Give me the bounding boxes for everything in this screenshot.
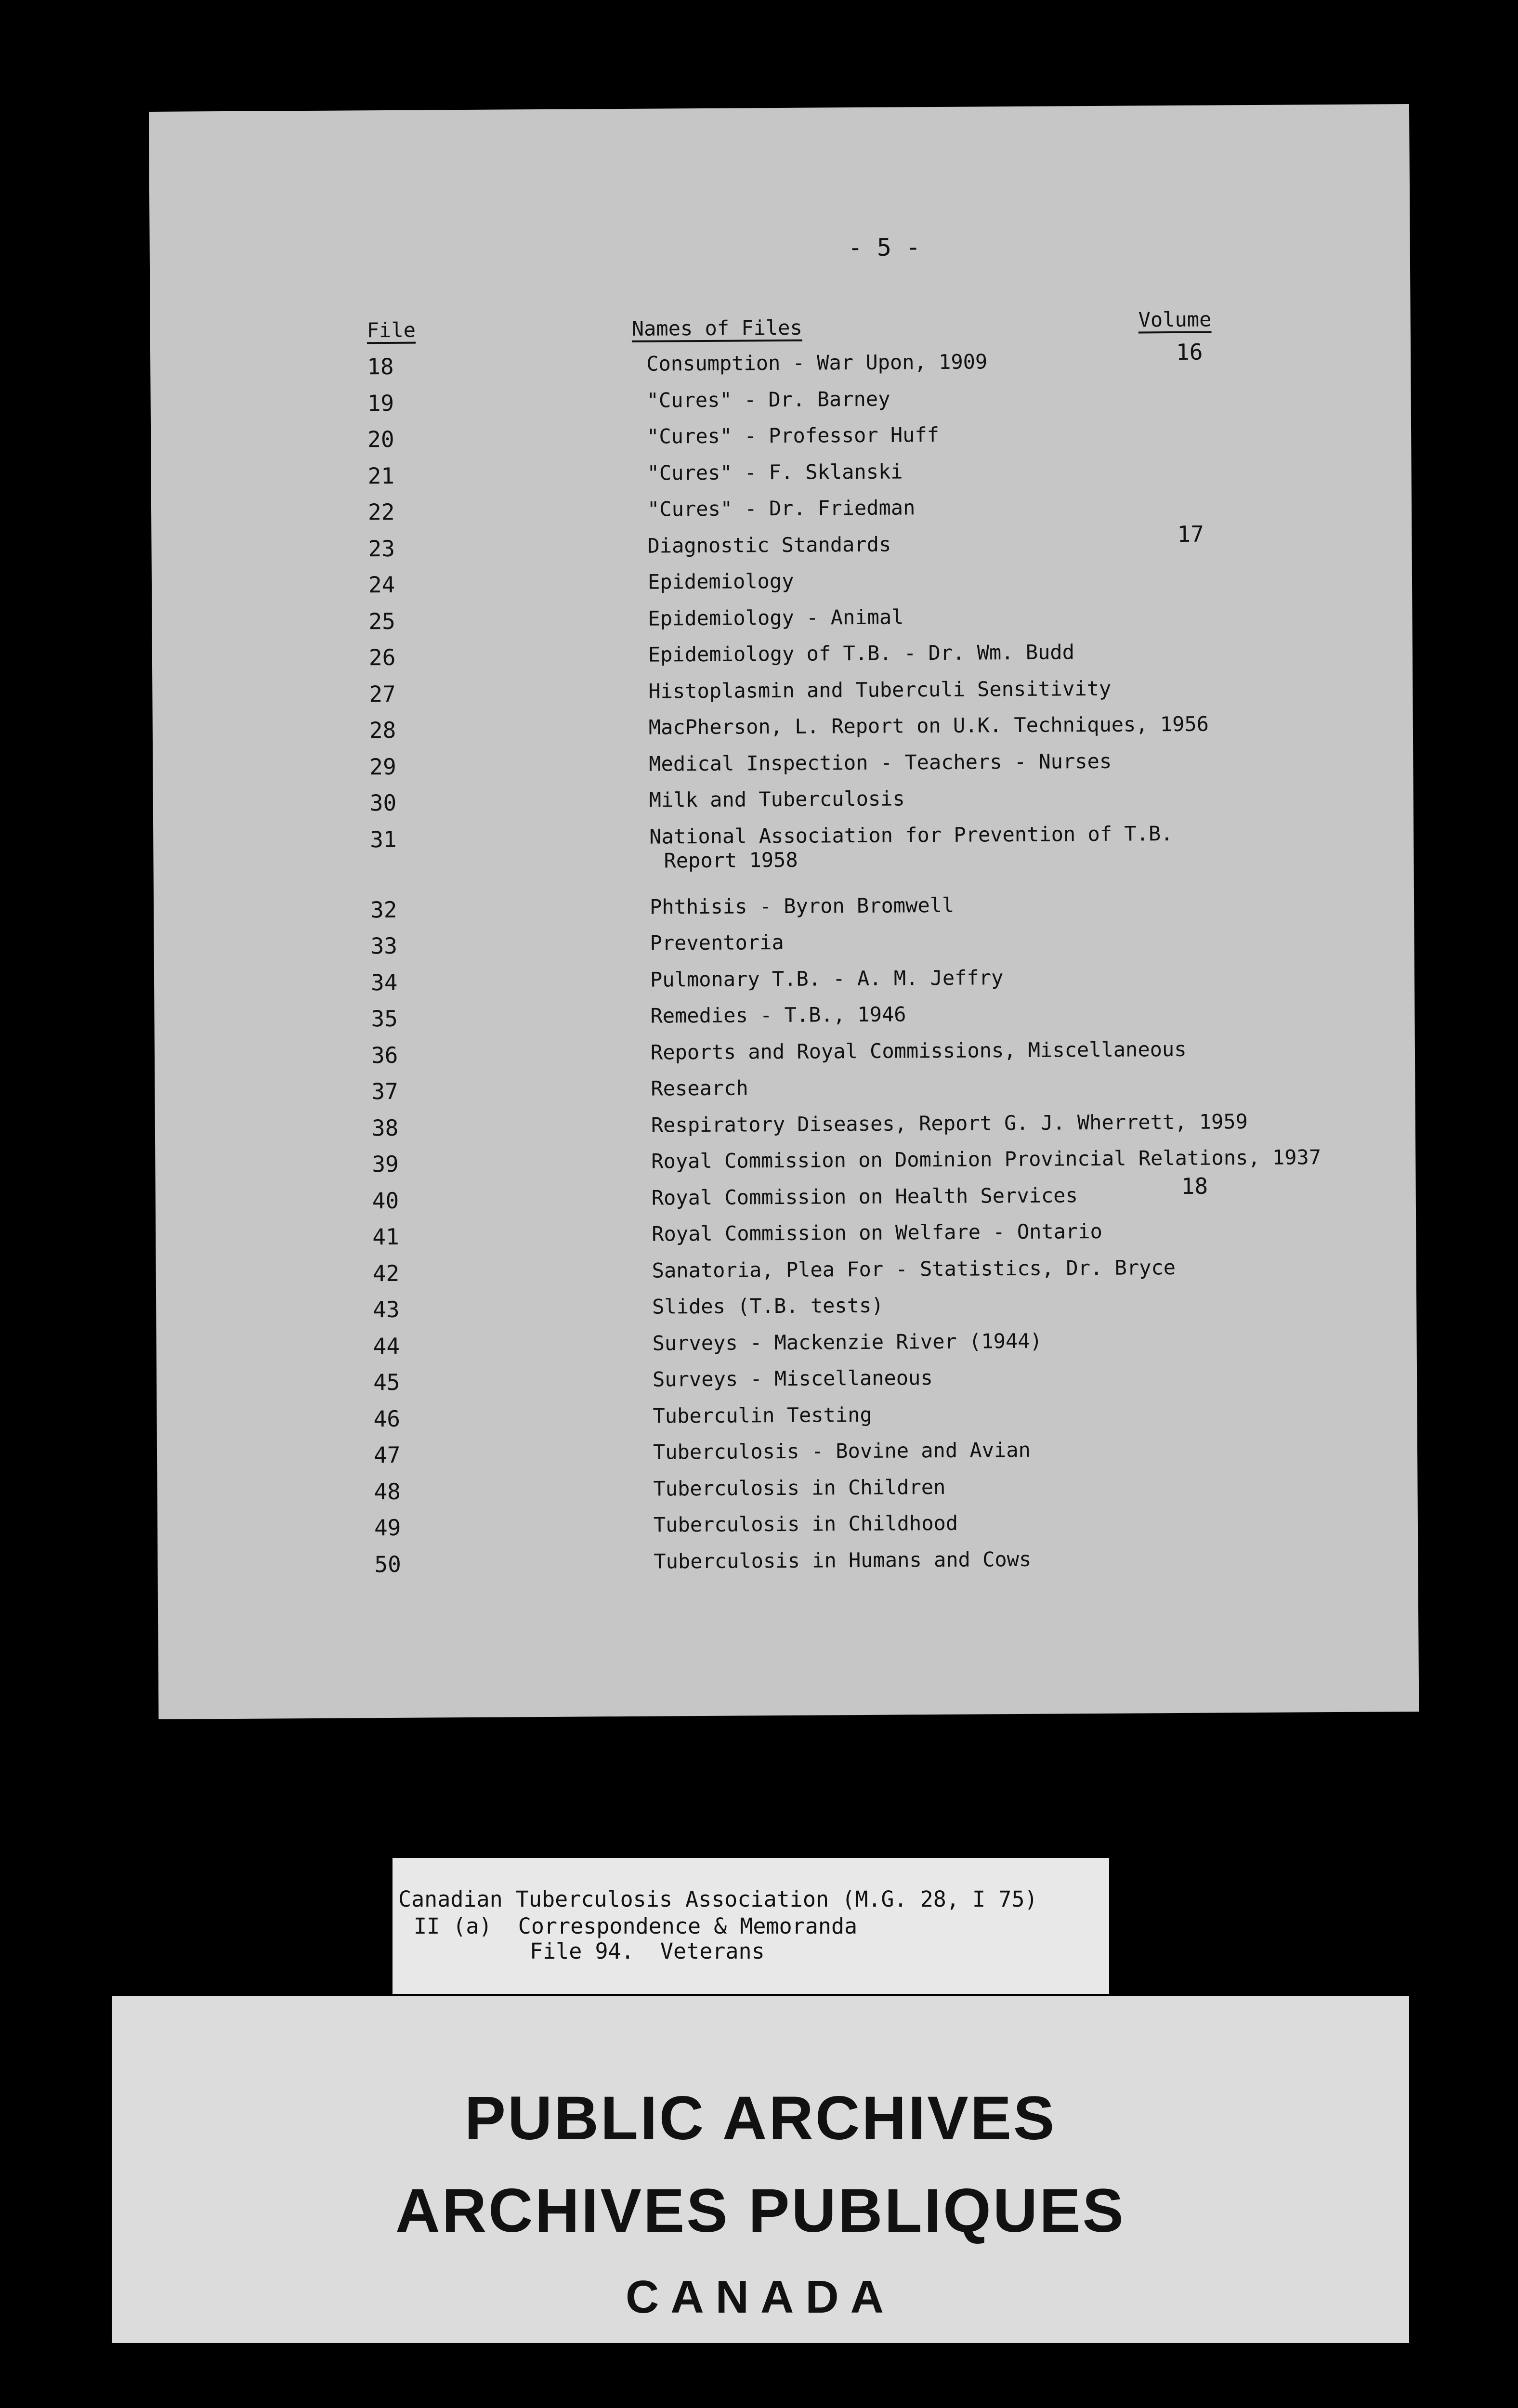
file-name-line: Milk and Tuberculosis — [649, 786, 905, 812]
file-name — [647, 387, 890, 412]
file-name — [647, 459, 903, 485]
file-name — [648, 605, 903, 630]
file-name — [649, 749, 1112, 776]
file-name — [651, 1037, 1187, 1064]
file-name-line: "Cures" - Dr. Friedman — [647, 496, 916, 521]
file-name-line: Sanatoria, Plea For - Statistics, Dr. Bryce — [652, 1255, 1176, 1283]
list-item — [366, 890, 1377, 933]
file-name-line: Medical Inspection - Teachers - Nurses — [649, 749, 1112, 776]
file-name — [648, 640, 1074, 667]
list-item — [364, 602, 1375, 644]
list-item — [367, 1109, 1378, 1151]
volume-number: 16 — [1176, 339, 1203, 365]
archives-line-1: PUBLIC ARCHIVES — [464, 2084, 1057, 2153]
list-item — [369, 1472, 1380, 1515]
file-number: 46 — [373, 1405, 401, 1432]
file-name-line: Royal Commission on Health Services — [651, 1183, 1078, 1210]
file-name — [647, 532, 891, 558]
file-name — [650, 893, 954, 919]
file-number: 22 — [367, 498, 395, 525]
file-name-line: "Cures" - Professor Huff — [646, 422, 940, 448]
file-number: 38 — [371, 1114, 399, 1141]
file-name — [653, 1475, 945, 1501]
file-name — [653, 1402, 872, 1428]
file-number: 34 — [370, 969, 398, 995]
document-page — [149, 104, 1419, 1719]
list-item — [366, 999, 1377, 1042]
file-name — [650, 1002, 906, 1028]
file-name — [647, 423, 939, 449]
list-item — [368, 1327, 1379, 1369]
file-column-header: File — [366, 318, 416, 342]
file-number: 37 — [371, 1078, 398, 1105]
file-name-line: Tuberculosis in Humans and Cows — [654, 1547, 1032, 1573]
list-item — [369, 1436, 1380, 1478]
file-name — [646, 350, 987, 376]
file-number: 33 — [370, 932, 398, 959]
file-number: 20 — [367, 426, 394, 453]
list-item — [368, 1363, 1380, 1405]
file-name — [651, 1145, 1321, 1173]
file-name-line: Surveys - Mackenzie River (1944) — [652, 1329, 1042, 1355]
list-item — [367, 1173, 1379, 1224]
list-item — [363, 457, 1374, 499]
file-name-line: "Cures" - F. Sklanski — [647, 459, 903, 485]
file-number: 18 — [367, 353, 394, 380]
file-number: 23 — [368, 535, 395, 562]
file-number: 45 — [373, 1369, 400, 1396]
file-number: 42 — [372, 1260, 400, 1286]
file-number: 49 — [374, 1514, 401, 1541]
collection-label-line-1: Canadian Tuberculosis Association (M.G. 28, I 75) — [398, 1886, 1038, 1912]
collection-label-line-3: File 94. Veterans — [530, 1938, 765, 1964]
file-name-line: Tuberculosis - Bovine and Avian — [653, 1438, 1031, 1464]
file-name-line: Royal Commission on Dominion Provincial Relations, 1937 — [651, 1145, 1322, 1173]
list-item — [365, 784, 1376, 826]
archives-line-3: CANADA — [626, 2271, 895, 2323]
file-name-line: Reports and Royal Commissions, Miscellaneous — [650, 1037, 1187, 1064]
file-number: 30 — [369, 789, 397, 816]
file-number: 29 — [369, 753, 396, 780]
file-name — [653, 1438, 1031, 1465]
file-name — [649, 712, 1209, 740]
file-name — [650, 966, 1004, 992]
file-name-line: Diagnostic Standards — [647, 532, 891, 558]
file-name-line: Tuberculosis in Children — [653, 1475, 946, 1501]
file-number: 31 — [370, 826, 397, 852]
list-item — [363, 384, 1374, 426]
file-number: 50 — [374, 1551, 401, 1577]
list-item — [366, 927, 1377, 969]
file-number: 44 — [373, 1333, 400, 1359]
file-name-line: Epidemiology of T.B. - Dr. Wm. Budd — [648, 640, 1075, 667]
archives-line-2: ARCHIVES PUBLIQUES — [395, 2176, 1125, 2245]
file-name — [651, 1076, 748, 1100]
file-name — [652, 1256, 1176, 1283]
file-number: 19 — [367, 390, 394, 416]
file-name-line: Epidemiology — [647, 569, 794, 594]
file-name-line: Surveys - Miscellaneous — [652, 1366, 933, 1391]
file-name-line: Phthisis - Byron Bromwell — [649, 893, 955, 919]
file-name — [654, 1511, 958, 1537]
file-name — [654, 1547, 1031, 1573]
file-number: 27 — [369, 681, 396, 707]
file-name-line: Epidemiology - Animal — [648, 604, 904, 630]
list-item — [368, 1400, 1380, 1442]
list-item — [369, 1545, 1381, 1587]
file-number: 26 — [368, 644, 396, 671]
file-number: 43 — [373, 1296, 400, 1323]
list-item — [364, 638, 1375, 681]
list-item — [367, 1217, 1379, 1260]
list-item — [368, 1290, 1379, 1333]
page-number: - 5 - — [848, 233, 921, 262]
list-item — [367, 1145, 1378, 1187]
file-name — [647, 496, 916, 521]
list-item — [363, 521, 1374, 572]
list-item — [366, 1072, 1378, 1114]
list-item — [364, 565, 1375, 608]
file-name-line: Research — [651, 1076, 748, 1100]
file-number: 48 — [374, 1478, 401, 1505]
file-name — [652, 1329, 1042, 1355]
file-number: 35 — [371, 1005, 398, 1032]
file-name-line: Tuberculosis in Childhood — [653, 1511, 958, 1537]
file-number: 39 — [372, 1151, 399, 1178]
list-item — [365, 711, 1376, 753]
file-list — [362, 339, 1381, 1587]
archives-banner — [112, 1996, 1409, 2343]
file-number: 36 — [371, 1042, 398, 1068]
file-name-line: Remedies - T.B., 1946 — [650, 1002, 906, 1028]
file-name — [649, 822, 1173, 873]
file-name-line: National Association for Prevention of T.B. — [649, 821, 1173, 849]
names-column-header: Names of Files — [631, 315, 802, 340]
volume-number: 18 — [1181, 1173, 1208, 1199]
file-name-line: Consumption - War Upon, 1909 — [646, 350, 988, 376]
file-name-line: Royal Commission on Welfare - Ontario — [652, 1219, 1102, 1246]
file-name-line: Preventoria — [650, 930, 784, 955]
file-name-line: Tuberculin Testing — [653, 1402, 872, 1428]
file-number: 32 — [370, 896, 397, 923]
file-name-line: "Cures" - Dr. Barney — [646, 387, 890, 412]
file-name-line: Histoplasmin and Tuberculi Sensitivity — [648, 676, 1112, 703]
file-name-line: Respiratory Diseases, Report G. J. Wherrett, 1959 — [651, 1109, 1248, 1137]
file-number: 47 — [373, 1441, 401, 1468]
list-item — [366, 1036, 1378, 1078]
file-name-continuation: Report 1958 — [664, 848, 798, 872]
list-item — [365, 820, 1377, 897]
file-number: 21 — [367, 462, 395, 489]
file-name-line: Slides (T.B. tests) — [652, 1293, 884, 1319]
file-name-line: Pulmonary T.B. - A. M. Jeffry — [650, 965, 1004, 992]
file-name — [653, 1366, 933, 1392]
file-name — [652, 1294, 884, 1319]
file-number: 25 — [368, 608, 396, 634]
volume-number: 17 — [1177, 521, 1204, 547]
file-number: 28 — [369, 717, 396, 744]
file-name — [648, 676, 1111, 703]
list-item — [363, 420, 1374, 462]
list-item — [364, 675, 1375, 717]
file-name — [651, 1110, 1248, 1138]
list-item — [363, 493, 1374, 535]
file-name — [652, 1219, 1102, 1246]
collection-label — [393, 1858, 1109, 1994]
list-item — [362, 339, 1374, 390]
file-name — [652, 1183, 1078, 1210]
file-name-line: MacPherson, L. Report on U.K. Techniques, 1956 — [648, 712, 1209, 739]
list-item — [369, 1508, 1381, 1551]
file-name — [648, 569, 794, 594]
list-item — [365, 747, 1376, 790]
volume-column-header: Volume — [1138, 307, 1212, 332]
file-name — [649, 786, 905, 812]
file-number: 41 — [372, 1223, 399, 1250]
file-number: 40 — [372, 1187, 399, 1214]
collection-label-line-2: II (a) Correspondence & Memoranda — [414, 1913, 858, 1939]
file-number: 24 — [368, 571, 395, 598]
file-name — [650, 930, 784, 955]
list-item — [368, 1254, 1379, 1296]
list-item — [366, 963, 1377, 1006]
